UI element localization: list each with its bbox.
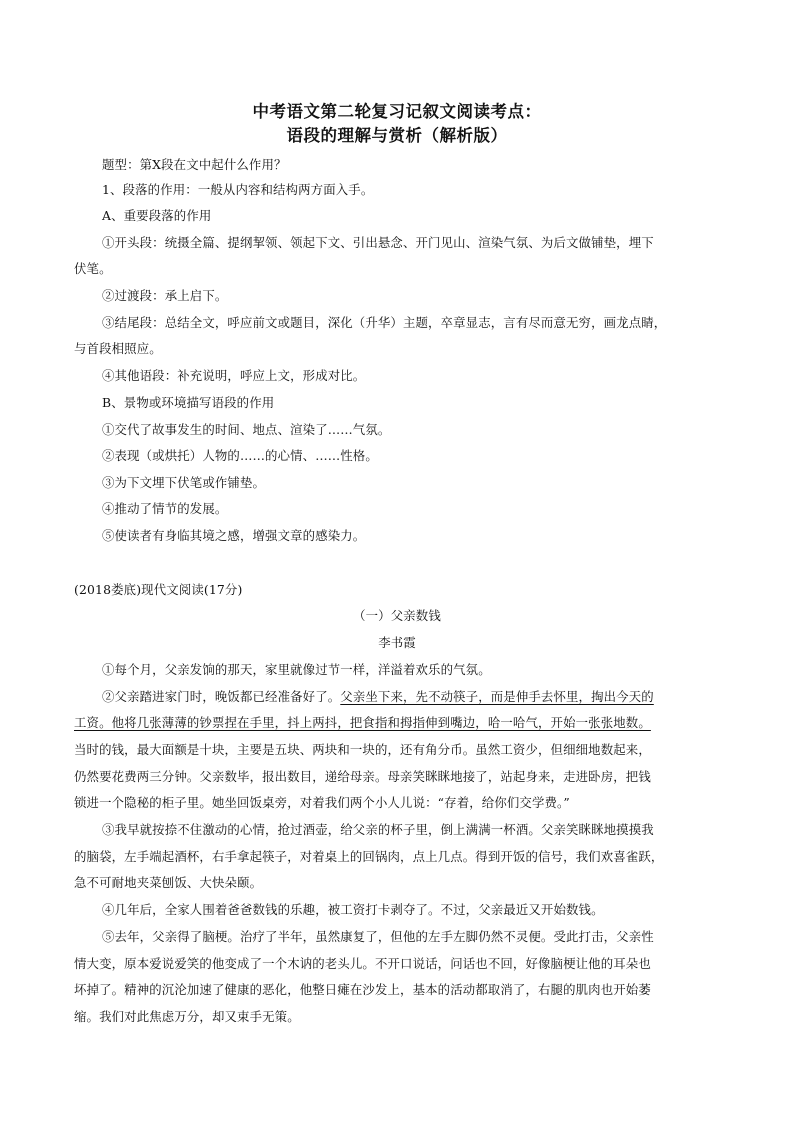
page-title-line1: 中考语文第二轮复习记叙文阅读考点：	[252, 102, 542, 121]
b3-line: ③为下文埋下伏笔或作铺垫。	[102, 475, 266, 490]
paragraph-2-line4: 仍然要花费两三分钟。父亲数毕，报出数目，递给母亲。母亲笑眯眯地接了，站起身来，走进卧房，把钱	[74, 769, 651, 784]
paragraph-2-line2-underlined: 工资。他将几张薄薄的钞票捏在手里，抖上两抖，把食指和拇指伸到嘴边，哈一哈气，开始一张张地数。	[74, 715, 651, 730]
a1-line1: ①开头段：统摄全篇、提纲挈领、领起下文、引出悬念、开门见山、渲染气氛、为后文做铺垫，埋下	[102, 235, 654, 250]
section-b-heading: B、景物或环境描写语段的作用	[102, 395, 275, 410]
paragraph-5-line2: 情大变，原本爱说爱笑的他变成了一个木讷的老头儿。不开口说话，问话也不回，好像脑梗让他的耳朵也	[74, 956, 651, 971]
a1-line2: 伏笔。	[74, 261, 112, 276]
question-type: 题型：第X段在文中起什么作用？	[102, 157, 287, 172]
a3-line2: 与首段相照应。	[74, 341, 162, 356]
a2-line: ②过渡段：承上启下。	[102, 288, 228, 303]
b2-line: ②表现（或烘托）人物的……的心情、……性格。	[102, 448, 378, 463]
point-1: 1、段落的作用：一般从内容和结构两方面入手。	[102, 182, 374, 197]
article-author: 李书霞	[378, 635, 416, 650]
b5-line: ⑤使读者有身临其境之感，增强文章的感染力。	[102, 528, 366, 543]
paragraph-2-line5: 锁进一个隐秘的柜子里。她坐回饭桌旁，对着我们两个小人儿说：“存着，给你们交学费。”	[74, 795, 570, 810]
paragraph-2-line1	[102, 688, 654, 706]
p2-plain-text: ②父亲踏进家门时，晚饭都已经准备好了。	[102, 689, 341, 704]
b1-line: ①交代了故事发生的时间、地点、渲染了……气氛。	[102, 422, 391, 437]
page-title-line2: 语段的理解与赏析（解析版）	[286, 126, 508, 145]
p2-underlined-text: 父亲坐下来，先不动筷子，而是伸手去怀里，掏出今天的	[340, 689, 654, 704]
article-title: （一）父亲数钱	[353, 608, 441, 623]
paragraph-1: ①每个月，父亲发饷的那天，家里就像过节一样，洋溢着欢乐的气氛。	[102, 662, 491, 677]
paragraph-5-line1: ⑤去年，父亲得了脑梗。治疗了半年，虽然康复了，但他的左手左脚仍然不灵便。受此打击，父亲性	[102, 929, 654, 944]
paragraph-3-line1: ③我早就按捺不住激动的心情，抢过酒壶，给父亲的杯子里，倒上满满一杯酒。父亲笑眯眯地摸摸我	[102, 822, 654, 837]
a3-line1: ③结尾段：总结全文，呼应前文或题目，深化（升华）主题，卒章显志，言有尽而意无穷，画龙点睛，	[102, 315, 667, 330]
paragraph-5-line3: 坏掉了。精神的沉沦加速了健康的恶化，他整日瘫在沙发上，基本的活动都取消了，右腿的肌肉也开始萎	[74, 982, 651, 997]
paragraph-2-line3: 当时的钱，最大面额是十块，主要是五块、两块和一块的，还有角分币。虽然工资少，但细细地数起来，	[74, 742, 651, 757]
paragraph-3-line3: 急不可耐地夹菜刨饭、大快朵颐。	[74, 875, 263, 890]
paragraph-3-line2: 的脑袋，左手端起酒杯，右手拿起筷子，对着桌上的回锅肉，点上几点。得到开饭的信号，我们欢喜雀跃，	[74, 849, 664, 864]
a4-line: ④其他语段：补充说明，呼应上文，形成对比。	[102, 368, 366, 383]
paragraph-4: ④几年后，全家人围着爸爸数钱的乐趣，被工资打卡剥夺了。不过，父亲最近又开始数钱。	[102, 902, 604, 917]
section-a-heading: A、重要段落的作用	[102, 208, 212, 223]
b4-line: ④推动了情节的发展。	[102, 501, 228, 516]
exam-source: (2018娄底)现代文阅读(17分)	[74, 582, 243, 597]
paragraph-5-line4: 缩。我们对此焦虑万分，却又束手无策。	[74, 1009, 300, 1024]
